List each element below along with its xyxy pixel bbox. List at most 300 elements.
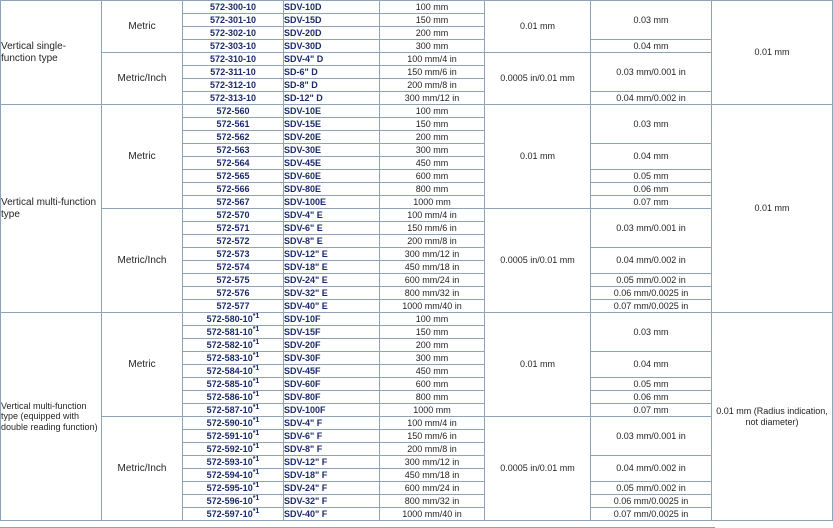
order-no: 572-570 (216, 209, 250, 220)
cell-accuracy (591, 495, 712, 508)
cell-model (284, 27, 380, 40)
model-name: SDV-18" F (284, 469, 328, 480)
range-value: 450 mm/18 in (404, 469, 460, 480)
accuracy-value: 0.04 mm/0.002 in (616, 463, 686, 474)
cell-model (284, 313, 380, 326)
cell-order-no (183, 183, 284, 196)
system-label: Metric (128, 150, 156, 162)
cell-model (284, 118, 380, 131)
table-row (1, 105, 833, 118)
accuracy-value: 0.07 mm (633, 404, 669, 415)
group-accuracy-value: 0.01 mm (754, 203, 790, 214)
order-no: 572-583-10 (206, 353, 253, 364)
cell-range (380, 313, 485, 326)
system-label: Metric (128, 20, 156, 32)
order-no: 572-566 (216, 183, 250, 194)
cell-model (284, 508, 380, 521)
cell-model (284, 456, 380, 469)
order-no: 572-573 (216, 248, 250, 259)
model-name: SDV-80F (284, 391, 321, 402)
order-no: 572-581-10 (206, 327, 253, 338)
cell-range (380, 248, 485, 261)
cell-order-no (183, 482, 284, 495)
model-name: SDV-45E (284, 157, 322, 168)
model-name: SD-12" D (284, 92, 323, 103)
cell-range (380, 235, 485, 248)
model-name: SDV-12" E (284, 248, 328, 259)
cell-model (284, 183, 380, 196)
cell-type (1, 313, 102, 521)
cell-order-no (183, 235, 284, 248)
cell-range (380, 274, 485, 287)
cell-accuracy (591, 170, 712, 183)
range-value: 150 mm/6 in (407, 430, 457, 441)
range-value: 1000 mm/40 in (402, 508, 462, 519)
cell-model (284, 222, 380, 235)
cell-type (1, 1, 102, 105)
cell-range (380, 92, 485, 105)
order-no: 572-584-10 (206, 366, 253, 377)
cell-range (380, 456, 485, 469)
cell-accuracy (591, 287, 712, 300)
cell-accuracy (591, 248, 712, 274)
model-name: SDV-20D (284, 27, 322, 38)
range-value: 800 mm/32 in (404, 287, 460, 298)
cell-group-accuracy (712, 1, 833, 105)
cell-range (380, 183, 485, 196)
cell-order-no (183, 1, 284, 14)
order-no-footnote: *1 (252, 469, 260, 477)
order-no: 572-576 (216, 287, 250, 298)
range-value: 100 mm/4 in (407, 417, 457, 428)
cell-order-no (183, 53, 284, 66)
accuracy-value: 0.05 mm (633, 378, 669, 389)
accuracy-value: 0.06 mm/0.0025 in (613, 287, 689, 298)
cell-model (284, 274, 380, 287)
cell-range (380, 66, 485, 79)
cell-accuracy (591, 300, 712, 313)
cell-range (380, 482, 485, 495)
cell-model (284, 66, 380, 79)
order-no: 572-597-10 (206, 509, 253, 520)
model-name: SDV-15D (284, 14, 322, 25)
order-no: 572-565 (216, 170, 250, 181)
cell-order-no (183, 456, 284, 469)
cell-range (380, 261, 485, 274)
range-value: 300 mm (415, 352, 449, 363)
range-value: 600 mm (415, 378, 449, 389)
cell-resolution (485, 417, 591, 521)
model-name: SDV-15F (284, 326, 321, 337)
range-value: 800 mm (415, 183, 449, 194)
cell-order-no (183, 300, 284, 313)
order-no: 572-312-10 (209, 79, 257, 90)
model-name: SDV-6" F (284, 430, 323, 441)
order-no: 572-567 (216, 196, 250, 207)
cell-model (284, 287, 380, 300)
order-no: 572-310-10 (209, 53, 257, 64)
cell-order-no (183, 40, 284, 53)
cell-range (380, 118, 485, 131)
cell-order-no (183, 274, 284, 287)
model-name: SD-6" D (284, 66, 318, 77)
cell-range (380, 326, 485, 339)
range-value: 200 mm (415, 27, 449, 38)
range-value: 450 mm (415, 365, 449, 376)
accuracy-value: 0.07 mm/0.0025 in (613, 508, 689, 519)
cell-model (284, 1, 380, 14)
order-no-footnote: *1 (252, 352, 260, 360)
range-value: 600 mm (415, 170, 449, 181)
cell-accuracy (591, 482, 712, 495)
cell-order-no (183, 144, 284, 157)
cell-range (380, 40, 485, 53)
cell-model (284, 404, 380, 417)
order-no: 572-302-10 (209, 27, 257, 38)
model-name: SDV-4" F (284, 417, 323, 428)
cell-range (380, 27, 485, 40)
system-label: Metric/Inch (117, 254, 167, 266)
cell-resolution (485, 105, 591, 209)
table-row (1, 53, 833, 66)
order-no: 572-574 (216, 261, 250, 272)
order-no: 572-580-10 (206, 314, 253, 325)
order-no: 572-594-10 (206, 470, 253, 481)
order-no: 572-592-10 (206, 444, 253, 455)
accuracy-value: 0.03 mm (633, 14, 669, 25)
range-value: 300 mm/12 in (404, 92, 460, 103)
cell-model (284, 131, 380, 144)
range-value: 1000 mm (413, 196, 451, 207)
order-no: 572-577 (216, 300, 250, 311)
cell-order-no (183, 79, 284, 92)
model-name: SDV-40" F (284, 508, 328, 519)
cell-system (102, 209, 183, 313)
system-label: Metric (128, 358, 156, 370)
cell-order-no (183, 248, 284, 261)
range-value: 150 mm (415, 14, 449, 25)
order-no-footnote: *1 (252, 417, 260, 425)
cell-range (380, 469, 485, 482)
cell-accuracy (591, 313, 712, 352)
cell-range (380, 300, 485, 313)
resolution-value: 0.01 mm (519, 151, 555, 162)
cell-order-no (183, 222, 284, 235)
cell-model (284, 469, 380, 482)
model-name: SDV-32" E (284, 287, 328, 298)
cell-model (284, 170, 380, 183)
cell-range (380, 430, 485, 443)
order-no: 572-560 (216, 105, 250, 116)
cell-system (102, 53, 183, 105)
cell-order-no (183, 469, 284, 482)
accuracy-value: 0.04 mm (633, 151, 669, 162)
model-name: SDV-10E (284, 105, 322, 116)
accuracy-value: 0.03 mm/0.001 in (616, 430, 686, 441)
order-no-footnote: *1 (252, 313, 260, 321)
range-value: 150 mm/6 in (407, 66, 457, 77)
accuracy-value: 0.07 mm (633, 196, 669, 207)
cell-system (102, 313, 183, 417)
group-accuracy-value: 0.01 mm (754, 47, 790, 58)
range-value: 100 mm/4 in (407, 53, 457, 64)
order-no-footnote: *1 (252, 456, 260, 464)
model-name: SDV-12" F (284, 456, 328, 467)
cell-model (284, 339, 380, 352)
accuracy-value: 0.03 mm (633, 118, 669, 129)
cell-accuracy (591, 378, 712, 391)
model-name: SDV-45F (284, 365, 321, 376)
resolution-value: 0.0005 in/0.01 mm (500, 73, 575, 84)
range-value: 600 mm/24 in (404, 274, 460, 285)
accuracy-value: 0.04 mm/0.002 in (616, 92, 686, 103)
cell-range (380, 443, 485, 456)
cell-range (380, 391, 485, 404)
order-no: 572-562 (216, 131, 250, 142)
type-label: Vertical single-function type (1, 41, 67, 64)
model-name: SDV-30E (284, 144, 322, 155)
order-no: 572-571 (216, 222, 250, 233)
order-no-footnote: *1 (252, 339, 260, 347)
cell-model (284, 443, 380, 456)
range-value: 800 mm/32 in (404, 495, 460, 506)
model-name: SDV-32" F (284, 495, 328, 506)
accuracy-value: 0.03 mm/0.001 in (616, 66, 686, 77)
cell-range (380, 222, 485, 235)
cell-order-no (183, 495, 284, 508)
cell-range (380, 14, 485, 27)
cell-range (380, 339, 485, 352)
model-name: SDV-20F (284, 339, 321, 350)
cell-model (284, 144, 380, 157)
order-no: 572-561 (216, 118, 250, 129)
cell-range (380, 1, 485, 14)
model-name: SD-8" D (284, 79, 318, 90)
cell-order-no (183, 105, 284, 118)
model-name: SDV-8" E (284, 235, 323, 246)
cell-order-no (183, 326, 284, 339)
cell-range (380, 170, 485, 183)
cell-model (284, 209, 380, 222)
cell-model (284, 248, 380, 261)
cell-accuracy (591, 456, 712, 482)
cell-order-no (183, 118, 284, 131)
range-value: 450 mm/18 in (404, 261, 460, 272)
table-row (1, 313, 833, 326)
cell-range (380, 404, 485, 417)
type-label: Vertical multi-function type (1, 197, 97, 220)
range-value: 200 mm (415, 131, 449, 142)
order-no: 572-313-10 (209, 92, 257, 103)
accuracy-value: 0.04 mm/0.002 in (616, 255, 686, 266)
order-no: 572-587-10 (206, 405, 253, 416)
model-name: SDV-60F (284, 378, 321, 389)
cell-resolution (485, 1, 591, 53)
model-name: SDV-100E (284, 196, 327, 207)
order-no: 572-303-10 (209, 40, 257, 51)
cell-range (380, 352, 485, 365)
order-no: 572-590-10 (206, 418, 253, 429)
model-name: SDV-8" F (284, 443, 323, 454)
cell-model (284, 53, 380, 66)
cell-range (380, 53, 485, 66)
order-no: 572-572 (216, 235, 250, 246)
cell-group-accuracy (712, 313, 833, 521)
cell-range (380, 79, 485, 92)
cell-order-no (183, 170, 284, 183)
cell-accuracy (591, 1, 712, 40)
cell-range (380, 131, 485, 144)
cell-range (380, 196, 485, 209)
order-no-footnote: *1 (252, 495, 260, 503)
accuracy-value: 0.03 mm (633, 326, 669, 337)
order-no-footnote: *1 (252, 430, 260, 438)
order-no-footnote: *1 (252, 391, 260, 399)
cell-group-accuracy (712, 105, 833, 313)
resolution-value: 0.0005 in/0.01 mm (500, 463, 575, 474)
accuracy-value: 0.04 mm (633, 359, 669, 370)
cell-range (380, 378, 485, 391)
table-row (1, 417, 833, 430)
cell-accuracy (591, 508, 712, 521)
cell-accuracy (591, 183, 712, 196)
model-name: SDV-24" E (284, 274, 328, 285)
order-no: 572-300-10 (209, 1, 257, 12)
cell-model (284, 300, 380, 313)
cell-range (380, 287, 485, 300)
range-value: 200 mm/8 in (407, 235, 457, 246)
order-no: 572-591-10 (206, 431, 253, 442)
model-name: SDV-18" E (284, 261, 328, 272)
range-value: 150 mm/6 in (407, 222, 457, 233)
cell-range (380, 365, 485, 378)
cell-model (284, 391, 380, 404)
cell-range (380, 157, 485, 170)
cell-order-no (183, 157, 284, 170)
order-no: 572-595-10 (206, 483, 253, 494)
cell-model (284, 105, 380, 118)
cell-model (284, 261, 380, 274)
range-value: 300 mm/12 in (404, 456, 460, 467)
order-no-footnote: *1 (252, 443, 260, 451)
order-no: 572-575 (216, 274, 250, 285)
type-label: Vertical multi-function type (equipped with double reading function) (1, 400, 98, 432)
cell-order-no (183, 508, 284, 521)
cell-model (284, 14, 380, 27)
accuracy-value: 0.03 mm/0.001 in (616, 222, 686, 233)
cell-order-no (183, 430, 284, 443)
range-value: 800 mm (415, 391, 449, 402)
range-value: 600 mm/24 in (404, 482, 460, 493)
order-no-footnote: *1 (252, 404, 260, 412)
order-no-footnote: *1 (252, 508, 260, 516)
range-value: 300 mm/12 in (404, 248, 460, 259)
cell-model (284, 79, 380, 92)
cell-model (284, 365, 380, 378)
accuracy-value: 0.06 mm (633, 391, 669, 402)
model-name: SDV-30D (284, 40, 322, 51)
accuracy-value: 0.06 mm/0.0025 in (613, 495, 689, 506)
cell-accuracy (591, 209, 712, 248)
system-label: Metric/Inch (117, 72, 167, 84)
cell-range (380, 209, 485, 222)
cell-accuracy (591, 144, 712, 170)
cell-model (284, 196, 380, 209)
order-no: 572-311-10 (210, 66, 256, 77)
cell-accuracy (591, 53, 712, 92)
system-label: Metric/Inch (117, 462, 167, 474)
range-value: 1000 mm/40 in (402, 300, 462, 311)
model-name: SDV-10D (284, 1, 322, 12)
accuracy-value: 0.06 mm (633, 183, 669, 194)
table-body (1, 1, 833, 521)
order-no: 572-585-10 (206, 379, 253, 390)
resolution-value: 0.01 mm (519, 21, 555, 32)
cell-order-no (183, 365, 284, 378)
order-no: 572-596-10 (206, 496, 253, 507)
cell-system (102, 105, 183, 209)
order-no-footnote: *1 (252, 365, 260, 373)
cell-type (1, 105, 102, 313)
cell-range (380, 417, 485, 430)
model-name: SDV-24" F (284, 482, 328, 493)
cell-order-no (183, 261, 284, 274)
cell-system (102, 1, 183, 53)
range-value: 1000 mm (413, 404, 451, 415)
cell-range (380, 144, 485, 157)
model-name: SDV-30F (284, 352, 321, 363)
cell-order-no (183, 27, 284, 40)
cell-model (284, 430, 380, 443)
cell-order-no (183, 443, 284, 456)
cell-accuracy (591, 40, 712, 53)
cell-model (284, 417, 380, 430)
cell-accuracy (591, 92, 712, 105)
cell-resolution (485, 209, 591, 313)
range-value: 150 mm (415, 326, 449, 337)
cell-order-no (183, 404, 284, 417)
range-value: 450 mm (415, 157, 449, 168)
model-name: SDV-4" E (284, 209, 323, 220)
order-no: 572-564 (216, 157, 250, 168)
cell-order-no (183, 417, 284, 430)
model-name: SDV-60E (284, 170, 322, 181)
cell-model (284, 482, 380, 495)
accuracy-value: 0.05 mm (633, 170, 669, 181)
order-no-footnote: *1 (252, 482, 260, 490)
group-accuracy-value: 0.01 mm (Radius indication, not diameter) (716, 406, 828, 427)
cell-order-no (183, 339, 284, 352)
range-value: 100 mm (415, 313, 449, 324)
order-no: 572-586-10 (206, 392, 253, 403)
range-value: 100 mm/4 in (407, 209, 457, 220)
order-no-footnote: *1 (252, 378, 260, 386)
cell-model (284, 40, 380, 53)
resolution-value: 0.01 mm (519, 359, 555, 370)
cell-system (102, 417, 183, 521)
cell-order-no (183, 209, 284, 222)
range-value: 300 mm (415, 144, 449, 155)
order-no: 572-582-10 (206, 340, 253, 351)
cell-accuracy (591, 417, 712, 456)
cell-order-no (183, 378, 284, 391)
model-name: SDV-80E (284, 183, 322, 194)
cell-model (284, 157, 380, 170)
order-no: 572-301-10 (209, 14, 257, 25)
cell-range (380, 495, 485, 508)
range-value: 200 mm (415, 339, 449, 350)
cell-resolution (485, 313, 591, 417)
